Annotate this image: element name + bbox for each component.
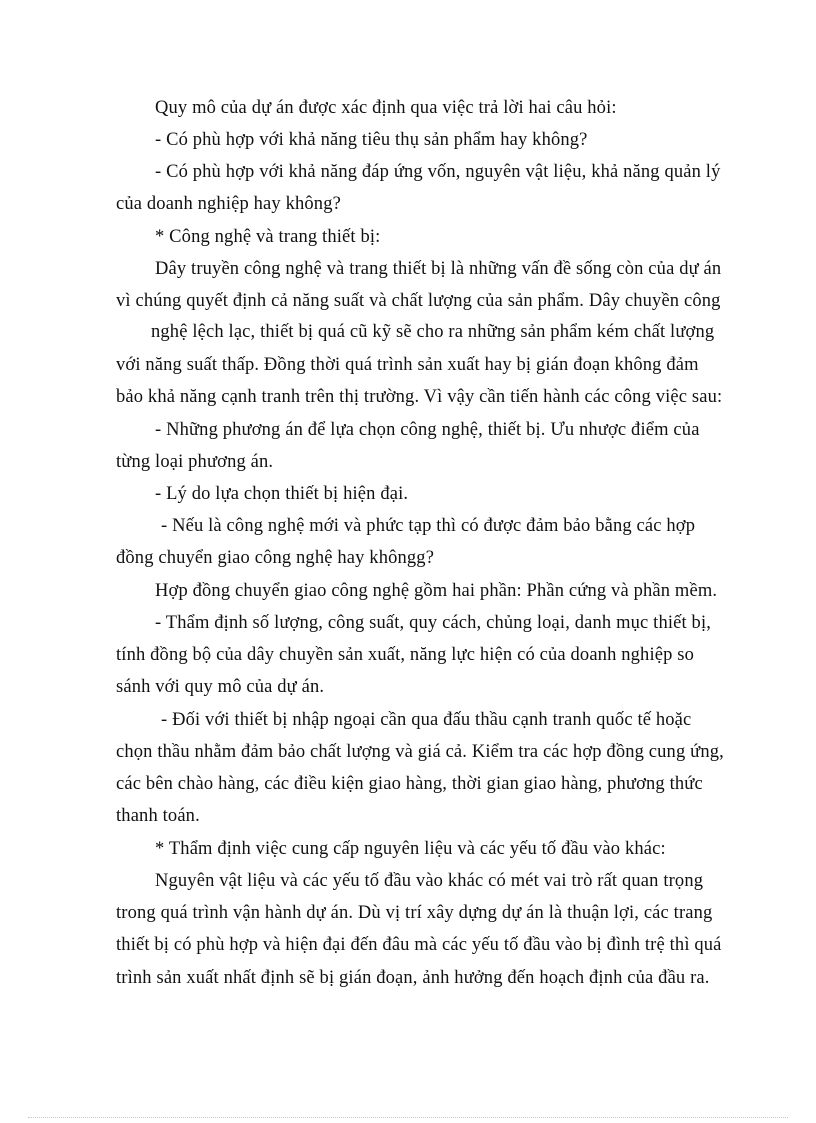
page-bottom-divider [28, 1117, 788, 1118]
text-line: trong quá trình vận hành dự án. Dù vị trí xây dựng dự án là thuận lợi, các trang [116, 903, 713, 923]
text-line: Dây truyền công nghệ và trang thiết bị là những vấn đề sống còn của dự án [155, 259, 722, 279]
text-line: sánh với quy mô của dự án. [116, 677, 325, 697]
text-line: tính đồng bộ của dây chuyền sản xuất, năng lực hiện có của doanh nghiệp so [116, 645, 695, 665]
section-heading: * Công nghệ và trang thiết bị: [155, 227, 381, 247]
text-line: các bên chào hàng, các điều kiện giao hàng, thời gian giao hàng, phương thức [116, 774, 703, 794]
text-line: bảo khả năng cạnh tranh trên thị trường. Vì vậy cần tiến hành các công việc sau: [116, 387, 723, 407]
section-heading: * Thẩm định việc cung cấp nguyên liệu và các yếu tố đầu vào khác: [155, 839, 666, 859]
text-line: - Đối với thiết bị nhập ngoại cần qua đấu thầu cạnh tranh quốc tế hoặc [161, 710, 692, 730]
text-line: vì chúng quyết định cả năng suất và chất lượng của sản phẩm. Dây chuyền công [116, 291, 721, 311]
text-line: với năng suất thấp. Đồng thời quá trình sản xuất hay bị gián đoạn không đảm [116, 355, 699, 375]
text-line: thiết bị có phù hợp và hiện đại đến đâu mà các yếu tố đầu vào bị đình trệ thì quá [116, 935, 722, 955]
text-line: trình sản xuất nhất định sẽ bị gián đoạn, ảnh hưởng đến hoạch định của đầu ra. [116, 968, 710, 988]
text-line: từng loại phương án. [116, 452, 274, 472]
text-line: nghệ lệch lạc, thiết bị quá cũ kỹ sẽ cho ra những sản phẩm kém chất lượng [151, 322, 715, 342]
text-line: thanh toán. [116, 806, 200, 826]
text-line: - Nếu là công nghệ mới và phức tạp thì có được đảm bảo bằng các hợp [161, 516, 696, 536]
text-line: đồng chuyển giao công nghệ hay khôngg? [116, 548, 435, 568]
text-line: Hợp đồng chuyển giao công nghệ gồm hai phần: Phần cứng và phần mềm. [155, 581, 718, 601]
text-line: - Thẩm định số lượng, công suất, quy cách, chủng loại, danh mục thiết bị, [155, 613, 712, 633]
text-line: của doanh nghiệp hay không? [116, 194, 341, 214]
text-line: - Những phương án để lựa chọn công nghệ, thiết bị. Ưu nhược điểm của [155, 420, 700, 440]
text-line: Nguyên vật liệu và các yếu tố đầu vào khác có mét vai trò rất quan trọng [155, 871, 704, 891]
text-line: - Có phù hợp với khả năng tiêu thụ sản phẩm hay không? [155, 130, 588, 150]
text-line: - Lý do lựa chọn thiết bị hiện đại. [155, 484, 409, 504]
text-line: - Có phù hợp với khả năng đáp ứng vốn, nguyên vật liệu, khả năng quản lý [155, 162, 721, 182]
text-line: Quy mô của dự án được xác định qua việc trả lời hai câu hỏi: [155, 98, 617, 118]
text-line: chọn thầu nhằm đảm bảo chất lượng và giá cả. Kiểm tra các hợp đồng cung ứng, [116, 742, 724, 762]
